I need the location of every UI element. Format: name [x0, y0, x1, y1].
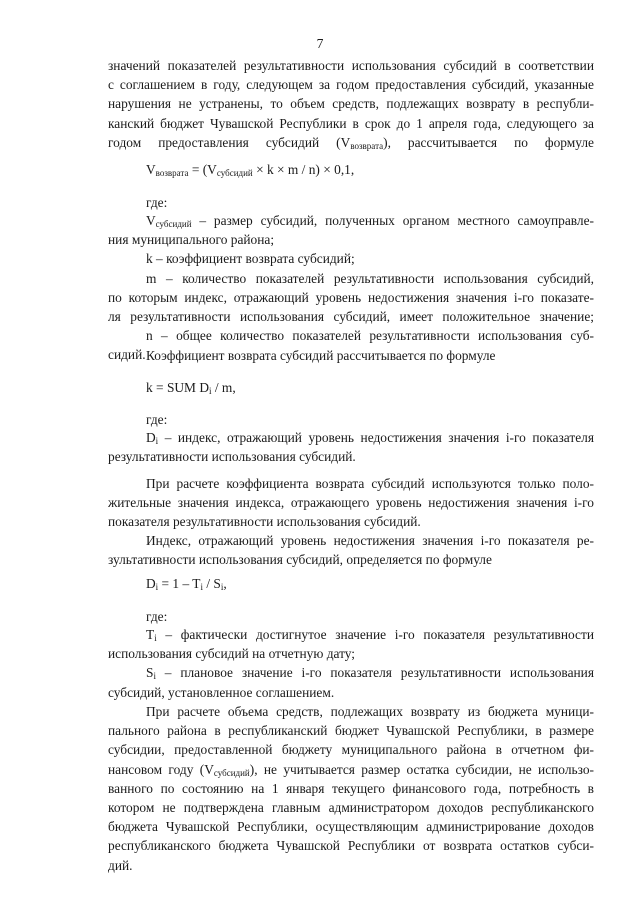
page-number: 7: [316, 36, 324, 51]
text-line: значений показателей результативности использования субсидий в соответствии: [108, 58, 594, 73]
definition-d: $D_i$ – индекс, отражающий уровень недостижения значения i-го показателя: [146, 430, 594, 446]
text-line: пального района в республиканский бюджет Чувашской Республики, в размере: [108, 723, 594, 739]
text-line: показателя результативности использования субсидий.: [108, 514, 421, 530]
text-line: ля результативности использования субсидий, имеет положительное значение;: [108, 309, 594, 325]
paragraph-3: [108, 531, 594, 569]
definitions-1: [108, 211, 594, 365]
text-line: При расчете объема средств, подлежащих возврату из бюджета муници-: [146, 704, 594, 719]
formula-coefficient: k = SUM $D_i$ / m,: [146, 380, 236, 396]
definition-s: $S_i$ – плановое значение i-го показателя результативности использования: [146, 665, 594, 682]
text-line: котором не подтверждена главным администратором доходов республиканского: [108, 800, 594, 816]
text-line: по которым индекс, отражающий уровень недостижения значения i-го показате-: [108, 289, 594, 305]
definition-t: $T_i$ – фактически достигнутое значение i-го показателя результативности: [146, 627, 594, 643]
definitions-3: [108, 625, 594, 702]
definition-n: n – общее количество показателей результативности использования суб-: [146, 328, 594, 344]
paragraph-1: [108, 56, 594, 152]
text-line: ния муниципального района;: [108, 232, 275, 248]
where-label: где:: [146, 412, 168, 427]
text-line: зультативности использования субсидий, определяется по формуле: [108, 552, 492, 568]
definitions-2: [108, 428, 594, 466]
formula-index: $D_i = 1 - T_i / S_i$,: [146, 576, 227, 592]
text-line: Индекс, отражающий уровень недостижения значения i-го показателя ре-: [146, 533, 594, 548]
definition-v-subsidy: $V_{субсидий}$ – размер субсидий, полученных органом местного самоуправле-: [146, 213, 594, 229]
text-line: результативности использования субсидий.: [108, 449, 356, 465]
paragraph-4: [108, 702, 594, 875]
text-line: дий.: [108, 857, 133, 873]
text-line: сидий.: [108, 347, 146, 363]
where-label: где:: [146, 609, 168, 624]
text-line: с соглашением в году, следующем за годом предоставления субсидий, указанные: [108, 77, 594, 93]
text-line: использования субсидий на отчетную дату;: [108, 646, 356, 662]
text-line: нарушения не устранены, то объем средств, подлежащих возврату в республи-: [108, 96, 594, 112]
text-line: нансовом году $(V_{субсидий})$, не учитывается размер остатка субсидии, не использо-: [108, 761, 594, 778]
text-line: субсидий, установленное соглашением.: [108, 684, 335, 700]
formula-return-volume: $V_{возврата} = (V_{субсидий} \times k \times m / n) \times 0,1$,: [146, 162, 355, 178]
text-line: При расчете коэффициента возврата субсидий используются только поло-: [146, 476, 594, 491]
text-line: ванного по состоянию на 1 января текущего финансового года, потребность в: [108, 780, 594, 796]
text-line: республиканского бюджета Чувашской Республики от возврата остатков субси-: [108, 838, 594, 854]
paragraph-2: [108, 474, 594, 532]
coefficient-intro: Коэффициент возврата субсидий рассчитывается по формуле: [146, 348, 496, 363]
text-line: бюджета Чувашской Республики, осуществляющим администрирование доходов: [108, 819, 594, 835]
text-line: годом предоставления субсидий $(V_{возврата})$, рассчитывается по формуле: [108, 134, 594, 151]
text-line: жительные значения индекса, отражающего уровень недостижения значения i-го: [108, 495, 594, 511]
where-label: где:: [146, 195, 168, 210]
definition-k: k – коэффициент возврата субсидий;: [146, 251, 355, 267]
text-line: субсидии, предоставленной бюджету муниципального района в отчетном фи-: [108, 742, 594, 758]
text-line: канский бюджет Чувашской Республики в срок до 1 апреля года, следующего за: [108, 115, 594, 131]
definition-m: m – количество показателей результативности использования субсидий,: [146, 270, 594, 286]
